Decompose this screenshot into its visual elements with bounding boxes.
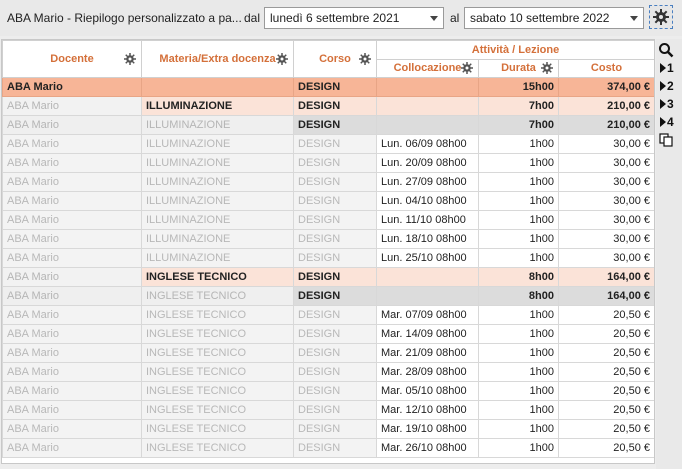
cell-durata: 7h00 (479, 116, 559, 135)
table-row[interactable] (3, 211, 655, 230)
cell-costo: 30,00 € (559, 230, 655, 249)
cell-corso: DESIGN (294, 230, 377, 249)
triangle-right-icon (660, 81, 666, 91)
cell-durata: 1h00 (479, 344, 559, 363)
cell-costo: 164,00 € (559, 268, 655, 287)
cell-durata: 7h00 (479, 97, 559, 116)
expand-level-2-button[interactable]: 2 (656, 77, 678, 95)
cell-collocazione: Lun. 25/10 08h00 (377, 249, 479, 268)
cell-corso: DESIGN (294, 78, 377, 97)
cell-materia: INGLESE TECNICO (142, 401, 294, 420)
cell-collocazione: Mar. 12/10 08h00 (377, 401, 479, 420)
cell-docente: ABA Mario (3, 135, 142, 154)
cell-docente: ABA Mario (3, 439, 142, 458)
cell-costo: 20,50 € (559, 325, 655, 344)
cell-docente: ABA Mario (3, 382, 142, 401)
window-title: ABA Mario - Riepilogo personalizzato a pa... (7, 11, 242, 25)
chevron-down-icon (430, 16, 438, 21)
table-row[interactable] (3, 116, 655, 135)
cell-corso: DESIGN (294, 401, 377, 420)
cell-durata: 8h00 (479, 287, 559, 306)
cell-collocazione: Lun. 11/10 08h00 (377, 211, 479, 230)
cell-corso: DESIGN (294, 363, 377, 382)
column-header-docente[interactable]: Docente (3, 41, 142, 78)
cell-docente: ABA Mario (3, 116, 142, 135)
cell-materia: ILLUMINAZIONE (142, 154, 294, 173)
cell-materia: ILLUMINAZIONE (142, 135, 294, 154)
table-row[interactable] (3, 135, 655, 154)
cell-collocazione: Lun. 20/09 08h00 (377, 154, 479, 173)
column-header-corso[interactable]: Corso (294, 41, 377, 78)
date-to-value: sabato 10 settembre 2022 (470, 11, 610, 25)
chevron-down-icon (630, 16, 638, 21)
expand-level-4-button[interactable]: 4 (656, 113, 678, 131)
cell-collocazione: Mar. 05/10 08h00 (377, 382, 479, 401)
triangle-right-icon (660, 117, 666, 127)
cell-durata: 8h00 (479, 268, 559, 287)
cell-materia: INGLESE TECNICO (142, 363, 294, 382)
table-row[interactable] (3, 363, 655, 382)
cell-collocazione: Mar. 21/09 08h00 (377, 344, 479, 363)
cell-corso: DESIGN (294, 135, 377, 154)
cell-corso: DESIGN (294, 249, 377, 268)
cell-durata: 1h00 (479, 211, 559, 230)
table-row[interactable] (3, 230, 655, 249)
cell-materia: INGLESE TECNICO (142, 325, 294, 344)
cell-durata: 1h00 (479, 382, 559, 401)
cell-docente: ABA Mario (3, 363, 142, 382)
cell-collocazione (377, 287, 479, 306)
cell-materia: INGLESE TECNICO (142, 420, 294, 439)
column-header-collocazione[interactable]: Collocazione (377, 59, 479, 78)
date-from-select[interactable] (264, 7, 444, 29)
cell-collocazione: Mar. 07/09 08h00 (377, 306, 479, 325)
cell-costo: 20,50 € (559, 344, 655, 363)
cell-durata: 1h00 (479, 154, 559, 173)
table-row[interactable] (3, 287, 655, 306)
cell-durata: 1h00 (479, 401, 559, 420)
settings-button[interactable] (649, 5, 673, 29)
cell-costo: 20,50 € (559, 401, 655, 420)
cell-collocazione (377, 268, 479, 287)
cell-costo: 20,50 € (559, 420, 655, 439)
cell-corso: DESIGN (294, 325, 377, 344)
cell-corso: DESIGN (294, 287, 377, 306)
column-header-materia[interactable]: Materia/Extra docenza (142, 41, 294, 78)
date-to-select[interactable] (464, 7, 644, 29)
expand-level-3-button[interactable]: 3 (656, 95, 678, 113)
gear-icon[interactable] (124, 53, 136, 65)
table-row[interactable] (3, 439, 655, 458)
from-label: dal (244, 11, 261, 25)
cell-corso: DESIGN (294, 116, 377, 135)
toolbar (0, 0, 682, 36)
to-label: al (450, 11, 460, 25)
cell-corso: DESIGN (294, 344, 377, 363)
cell-durata: 15h00 (479, 78, 559, 97)
cell-materia: ILLUMINAZIONE (142, 249, 294, 268)
cell-materia: INGLESE TECNICO (142, 382, 294, 401)
cell-costo: 20,50 € (559, 382, 655, 401)
gear-icon[interactable] (276, 53, 288, 65)
table-row[interactable] (3, 344, 655, 363)
cell-durata: 1h00 (479, 173, 559, 192)
column-header-durata[interactable]: Durata (479, 59, 559, 78)
cell-collocazione: Lun. 18/10 08h00 (377, 230, 479, 249)
column-group-header: Attività / Lezione (377, 41, 655, 60)
cell-costo: 210,00 € (559, 116, 655, 135)
cell-docente: ABA Mario (3, 325, 142, 344)
cell-docente: ABA Mario (3, 249, 142, 268)
cell-docente: ABA Mario (3, 78, 142, 97)
cell-docente: ABA Mario (3, 401, 142, 420)
cell-durata: 1h00 (479, 325, 559, 344)
cell-docente: ABA Mario (3, 154, 142, 173)
cell-materia: ILLUMINAZIONE (142, 230, 294, 249)
cell-corso: DESIGN (294, 192, 377, 211)
table-row[interactable] (3, 249, 655, 268)
expand-level-1-button[interactable]: 1 (656, 59, 678, 77)
cell-collocazione: Mar. 19/10 08h00 (377, 420, 479, 439)
cell-corso: DESIGN (294, 173, 377, 192)
cell-docente: ABA Mario (3, 268, 142, 287)
table-row[interactable] (3, 173, 655, 192)
cell-materia: ILLUMINAZIONE (142, 116, 294, 135)
cell-materia: INGLESE TECNICO (142, 268, 294, 287)
cell-corso: DESIGN (294, 211, 377, 230)
cell-costo: 30,00 € (559, 154, 655, 173)
cell-materia: ILLUMINAZIONE (142, 211, 294, 230)
cell-durata: 1h00 (479, 439, 559, 458)
cell-durata: 1h00 (479, 363, 559, 382)
cell-durata: 1h00 (479, 192, 559, 211)
cell-docente: ABA Mario (3, 97, 142, 116)
cell-collocazione (377, 78, 479, 97)
gear-icon[interactable] (541, 62, 553, 74)
cell-collocazione: Mar. 14/09 08h00 (377, 325, 479, 344)
cell-docente: ABA Mario (3, 173, 142, 192)
column-header-costo[interactable]: Costo (559, 59, 655, 78)
table-row[interactable] (3, 420, 655, 439)
cell-collocazione (377, 116, 479, 135)
cell-corso: DESIGN (294, 154, 377, 173)
cell-materia: ILLUMINAZIONE (142, 192, 294, 211)
table-row[interactable] (3, 97, 655, 116)
gear-icon (653, 9, 669, 25)
summary-table (2, 40, 655, 458)
cell-docente: ABA Mario (3, 287, 142, 306)
cell-costo: 210,00 € (559, 97, 655, 116)
cell-costo: 20,50 € (559, 363, 655, 382)
cell-costo: 374,00 € (559, 78, 655, 97)
cell-docente: ABA Mario (3, 306, 142, 325)
gear-icon[interactable] (359, 53, 371, 65)
cell-docente: ABA Mario (3, 420, 142, 439)
table-body (3, 78, 655, 458)
cell-durata: 1h00 (479, 135, 559, 154)
summary-grid (1, 39, 655, 464)
table-row[interactable] (3, 192, 655, 211)
table-row[interactable] (3, 268, 655, 287)
cell-materia: INGLESE TECNICO (142, 439, 294, 458)
cell-materia: INGLESE TECNICO (142, 344, 294, 363)
table-row[interactable] (3, 306, 655, 325)
cell-collocazione: Mar. 26/10 08h00 (377, 439, 479, 458)
cell-corso: DESIGN (294, 97, 377, 116)
cell-corso: DESIGN (294, 439, 377, 458)
cell-materia: INGLESE TECNICO (142, 306, 294, 325)
cell-durata: 1h00 (479, 249, 559, 268)
cell-costo: 30,00 € (559, 249, 655, 268)
table-row[interactable] (3, 401, 655, 420)
table-row[interactable] (3, 382, 655, 401)
cell-costo: 30,00 € (559, 135, 655, 154)
gear-icon[interactable] (461, 62, 473, 74)
triangle-right-icon (660, 63, 666, 73)
cell-materia: ILLUMINAZIONE (142, 97, 294, 116)
triangle-right-icon (660, 99, 666, 109)
cell-costo: 20,50 € (559, 439, 655, 458)
table-row[interactable] (3, 154, 655, 173)
cell-costo: 30,00 € (559, 192, 655, 211)
date-from-value: lunedì 6 settembre 2021 (270, 11, 400, 25)
cell-collocazione: Lun. 04/10 08h00 (377, 192, 479, 211)
cell-costo: 164,00 € (559, 287, 655, 306)
cell-collocazione: Mar. 28/09 08h00 (377, 363, 479, 382)
cell-costo: 20,50 € (559, 306, 655, 325)
cell-materia (142, 78, 294, 97)
cell-corso: DESIGN (294, 382, 377, 401)
copy-button[interactable] (656, 131, 678, 149)
cell-materia: ILLUMINAZIONE (142, 173, 294, 192)
table-row[interactable] (3, 325, 655, 344)
search-icon (658, 42, 674, 58)
copy-icon (659, 133, 673, 147)
cell-docente: ABA Mario (3, 192, 142, 211)
cell-costo: 30,00 € (559, 211, 655, 230)
cell-collocazione (377, 97, 479, 116)
cell-docente: ABA Mario (3, 211, 142, 230)
cell-collocazione: Lun. 27/09 08h00 (377, 173, 479, 192)
cell-durata: 1h00 (479, 230, 559, 249)
cell-costo: 30,00 € (559, 173, 655, 192)
cell-corso: DESIGN (294, 268, 377, 287)
cell-corso: DESIGN (294, 306, 377, 325)
table-row[interactable] (3, 78, 655, 97)
cell-collocazione: Lun. 06/09 08h00 (377, 135, 479, 154)
cell-materia: INGLESE TECNICO (142, 287, 294, 306)
cell-durata: 1h00 (479, 306, 559, 325)
cell-docente: ABA Mario (3, 344, 142, 363)
side-toolbar (656, 39, 682, 469)
search-button[interactable] (656, 41, 678, 59)
cell-corso: DESIGN (294, 420, 377, 439)
cell-docente: ABA Mario (3, 230, 142, 249)
cell-durata: 1h00 (479, 420, 559, 439)
